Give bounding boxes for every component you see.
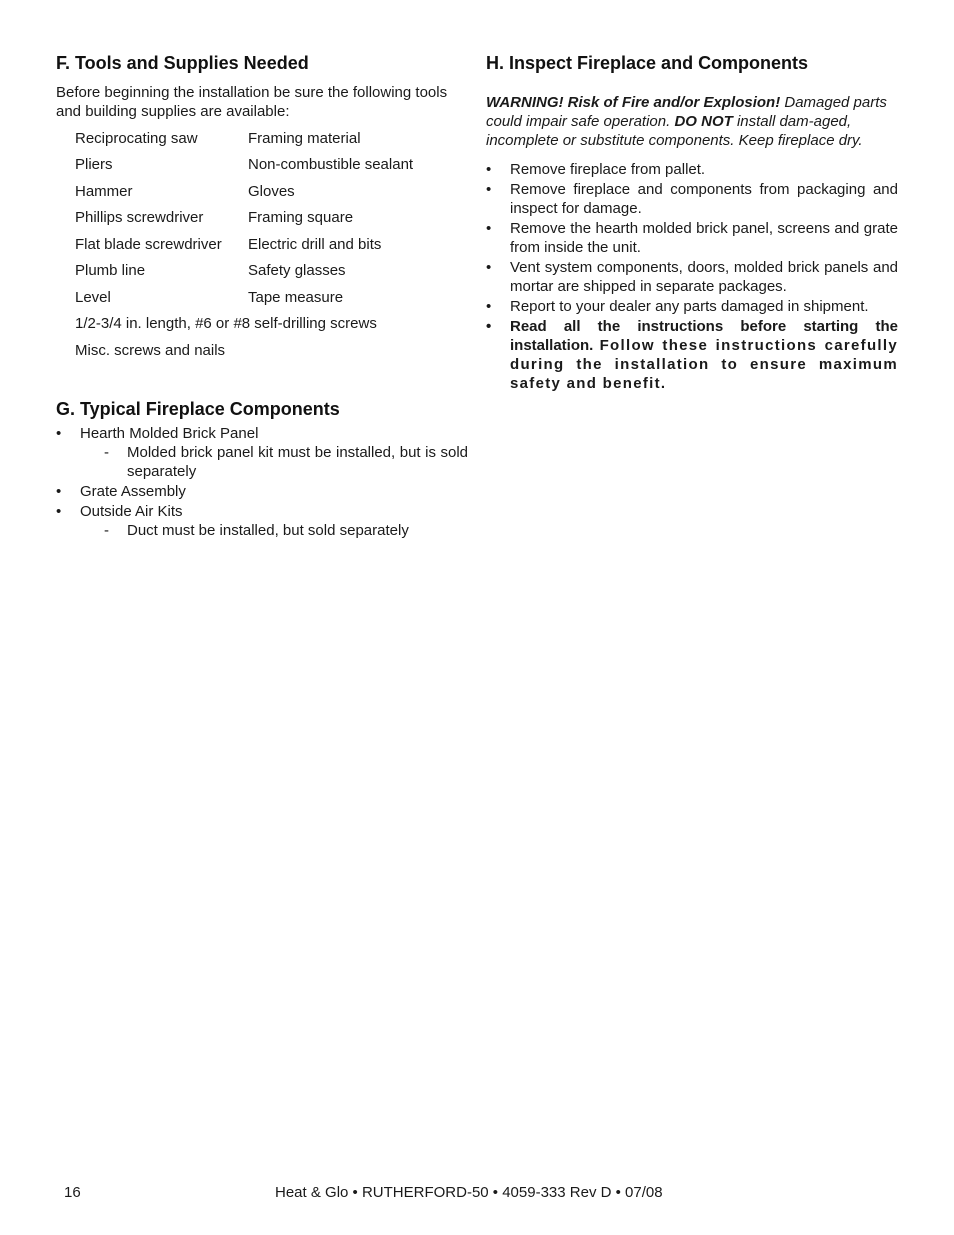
warning-label: WARNING! Risk of Fire and/or Explosion! [486, 94, 781, 111]
bullet-icon: • [486, 161, 492, 178]
tools-row [75, 178, 468, 205]
page-number: 16 [64, 1184, 81, 1201]
bullet-icon: • [486, 318, 492, 335]
list-item [56, 482, 468, 501]
warning-do-not: DO NOT [674, 113, 733, 130]
list-item-text: Vent system components, doors, molded brick panels and mortar are shipped in separate packages. [510, 259, 898, 295]
bullet-icon: • [486, 298, 492, 315]
tools-row [75, 231, 468, 258]
list-item-bold-note [486, 317, 898, 393]
section-h-heading: H. Inspect Fireplace and Components [486, 53, 809, 73]
list-item [486, 297, 898, 316]
tool-item: Framing material [248, 129, 361, 147]
section-f-heading: F. Tools and Supplies Needed [56, 53, 309, 73]
list-item-text: Grate Assembly [80, 482, 186, 500]
tool-item: Reciprocating saw [75, 129, 198, 147]
bullet-icon: • [486, 181, 492, 198]
tool-item: Pliers [75, 156, 113, 174]
list-item [56, 424, 468, 481]
dash-icon: - [104, 443, 109, 461]
tools-row [75, 284, 468, 311]
tools-row [75, 152, 468, 179]
list-item [486, 180, 898, 218]
tools-row [75, 125, 468, 152]
sub-item [80, 443, 468, 481]
list-item-text: Outside Air Kits [80, 502, 183, 520]
list-item-text: Report to your dealer any parts damaged in shipment. [510, 298, 869, 315]
tool-item: Misc. screws and nails [75, 341, 226, 359]
bullet-icon: • [56, 502, 62, 520]
list-item [486, 258, 898, 296]
tool-item: Level [75, 288, 111, 306]
tools-row [75, 258, 468, 285]
list-item [486, 160, 898, 179]
tool-item: Framing square [248, 209, 354, 227]
tool-item: Safety glasses [248, 262, 346, 280]
sub-item-text: Duct must be installed, but sold separately [127, 521, 409, 539]
section-g-heading: G. Typical Fireplace Components [56, 398, 340, 419]
section-g [56, 398, 468, 540]
tools-list [75, 125, 468, 364]
tool-item: Non-combustible sealant [248, 156, 414, 174]
tool-item: Gloves [248, 182, 295, 200]
components-list [56, 424, 468, 540]
bullet-icon: • [486, 259, 492, 276]
bullet-icon: • [56, 482, 62, 500]
tool-item: Plumb line [75, 262, 146, 280]
right-column [486, 52, 898, 394]
warning-notice [486, 93, 898, 150]
tool-item: Electric drill and bits [248, 235, 382, 253]
bullet-icon: • [56, 424, 62, 442]
warning-text: install dam-aged, incomplete or substitute components. Keep fireplace dry. [486, 113, 863, 149]
footer-text: Heat & Glo • RUTHERFORD-50 • 4059-333 Rev D • 07/08 [275, 1184, 663, 1201]
bold-note-text: Follow these instructions carefully during the installation to ensure maximum safety and benefit. [510, 337, 898, 392]
list-item-text: Remove the hearth molded brick panel, screens and grate from inside the unit. [510, 220, 898, 256]
section-f [56, 52, 468, 364]
sub-item [80, 521, 468, 540]
sub-item-text: Molded brick panel kit must be installed, but is sold separately [127, 443, 468, 480]
warning-text: Damaged parts could impair safe operation. [486, 94, 887, 130]
dash-icon: - [104, 521, 109, 539]
list-item [56, 502, 468, 540]
section-f-intro: Before beginning the installation be sure the following tools and building supplies are available: [56, 84, 448, 120]
tool-item: Hammer [75, 182, 133, 200]
tool-item: 1/2-3/4 in. length, #6 or #8 self-drilling screws [75, 315, 377, 333]
inspect-list [486, 160, 898, 393]
list-item-text: Remove fireplace from pallet. [510, 161, 706, 178]
left-column [56, 52, 468, 541]
bold-note-text: Read all the instructions before starting the installation. [510, 318, 898, 354]
list-item-text: Remove fireplace and components from packaging and inspect for damage. [510, 181, 898, 217]
bullet-icon: • [486, 220, 492, 237]
page-footer [64, 1183, 904, 1203]
tool-item: Tape measure [248, 288, 344, 306]
tool-item: Phillips screwdriver [75, 209, 204, 227]
tools-row [75, 205, 468, 232]
tool-item: Flat blade screwdriver [75, 235, 222, 253]
list-item-text: Hearth Molded Brick Panel [80, 424, 259, 442]
list-item [486, 219, 898, 257]
